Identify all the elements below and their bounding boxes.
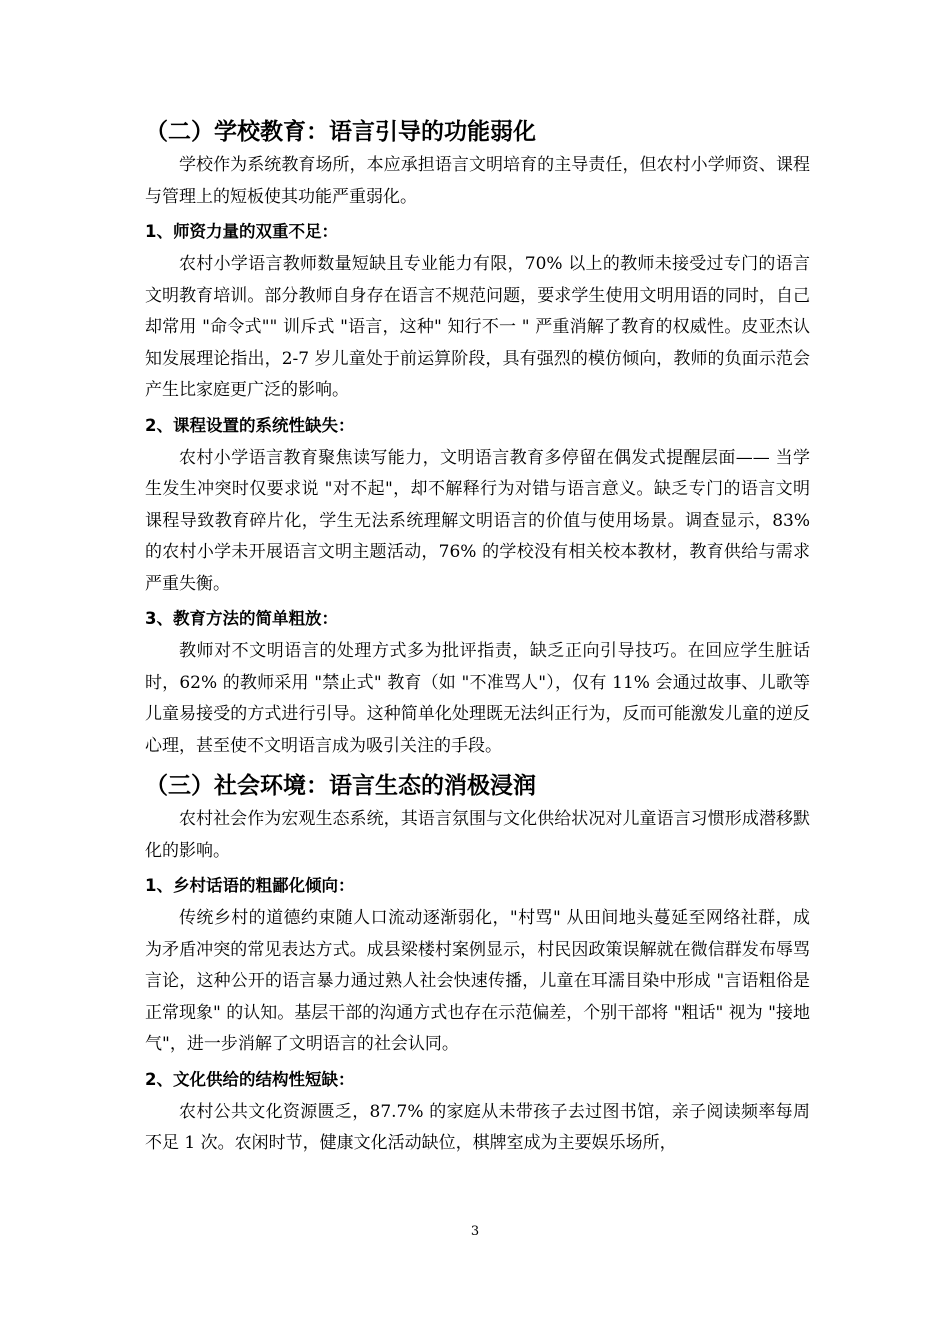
section-heading-social-environment: （三）社会环境：语言生态的消极浸润 [145,773,536,799]
page-content [145,114,810,1160]
paragraph-cultural-supply: 农村公共文化资源匮乏，87.7% 的家庭从未带孩子去过图书馆，亲子阅读频率每周不足 1 次。农闲时节，健康文化活动缺位，棋牌室成为主要娱乐场所， [145,1101,810,1153]
subheading-teacher-shortage: 1、师资力量的双重不足： [145,222,338,241]
paragraph-teacher-shortage: 农村小学语言教师数量短缺且专业能力有限，70% 以上的教师未接受过专门的语言文明教育培训。部分教师自身存在语言不规范问题，要求学生使用文明用语的同时，自己却常用 "命令式"" 训斥式 "语言，这种" 知行不一 " 严重消解了教育的权威性。皮亚杰认知发展理论指出，2-7 岁儿童处于前运算阶段，具有强烈的模仿倾向，教师的负面示范会产生比家庭更广泛的影响。 [145,254,810,400]
section-intro-school-education: 学校作为系统教育场所，本应承担语言文明培育的主导责任，但农村小学师资、课程与管理上的短板使其功能严重弱化。 [145,155,810,207]
subheading-cultural-supply: 2、文化供给的结构性短缺： [145,1069,355,1089]
section-heading-school-education: （二）学校教育：语言引导的功能弱化 [145,119,536,145]
subheading-rural-discourse: 1、乡村话语的粗鄙化倾向： [145,876,355,895]
page-number: 3 [470,1224,480,1239]
paragraph-rural-discourse: 传统乡村的道德约束随人口流动逐渐弱化，"村骂" 从田间地头蔓延至网络社群，成为矛盾冲突的常见表达方式。成县梁楼村案例显示，村民因政策误解就在微信群发布辱骂言论，这种公开的语言暴力通过熟人社会快速传播，儿童在耳濡目染中形成 "言语粗俗是正常现象" 的认知。基层干部的沟通方式也存在示范偏差，个别干部将 "粗话" 视为 "接地气"，进一步消解了文明语言的社会认同。 [145,908,810,1054]
paragraph-teaching-methods: 教师对不文明语言的处理方式多为批评指责，缺乏正向引导技巧。在回应学生脏话时，62% 的教师采用 "禁止式" 教育（如 "不准骂人"），仅有 11% 会通过故事、儿歌等儿童易接受的方式进行引导。这种简单化处理既无法纠正行为，反而可能激发儿童的逆反心理，甚至使不文明语言成为吸引关注的手段。 [145,641,810,756]
paragraph-curriculum-gap: 农村小学语言教育聚焦读写能力，文明语言教育多停留在偶发式提醒层面—— 当学生发生冲突时仅要求说 "对不起"，却不解释行为对错与语言意义。缺乏专门的语言文明课程导致教育碎片化，学生无法系统理解文明语言的价值与使用场景。调查显示，83% 的农村小学未开展语言文明主题活动，76% 的学校没有相关校本教材，教育供给与需求严重失衡。 [145,447,810,594]
subheading-curriculum-gap: 2、课程设置的系统性缺失： [145,415,355,435]
section-intro-social-environment: 农村社会作为宏观生态系统，其语言氛围与文化供给状况对儿童语言习惯形成潜移默化的影响。 [145,809,810,861]
subheading-teaching-methods: 3、教育方法的简单粗放： [145,609,338,628]
